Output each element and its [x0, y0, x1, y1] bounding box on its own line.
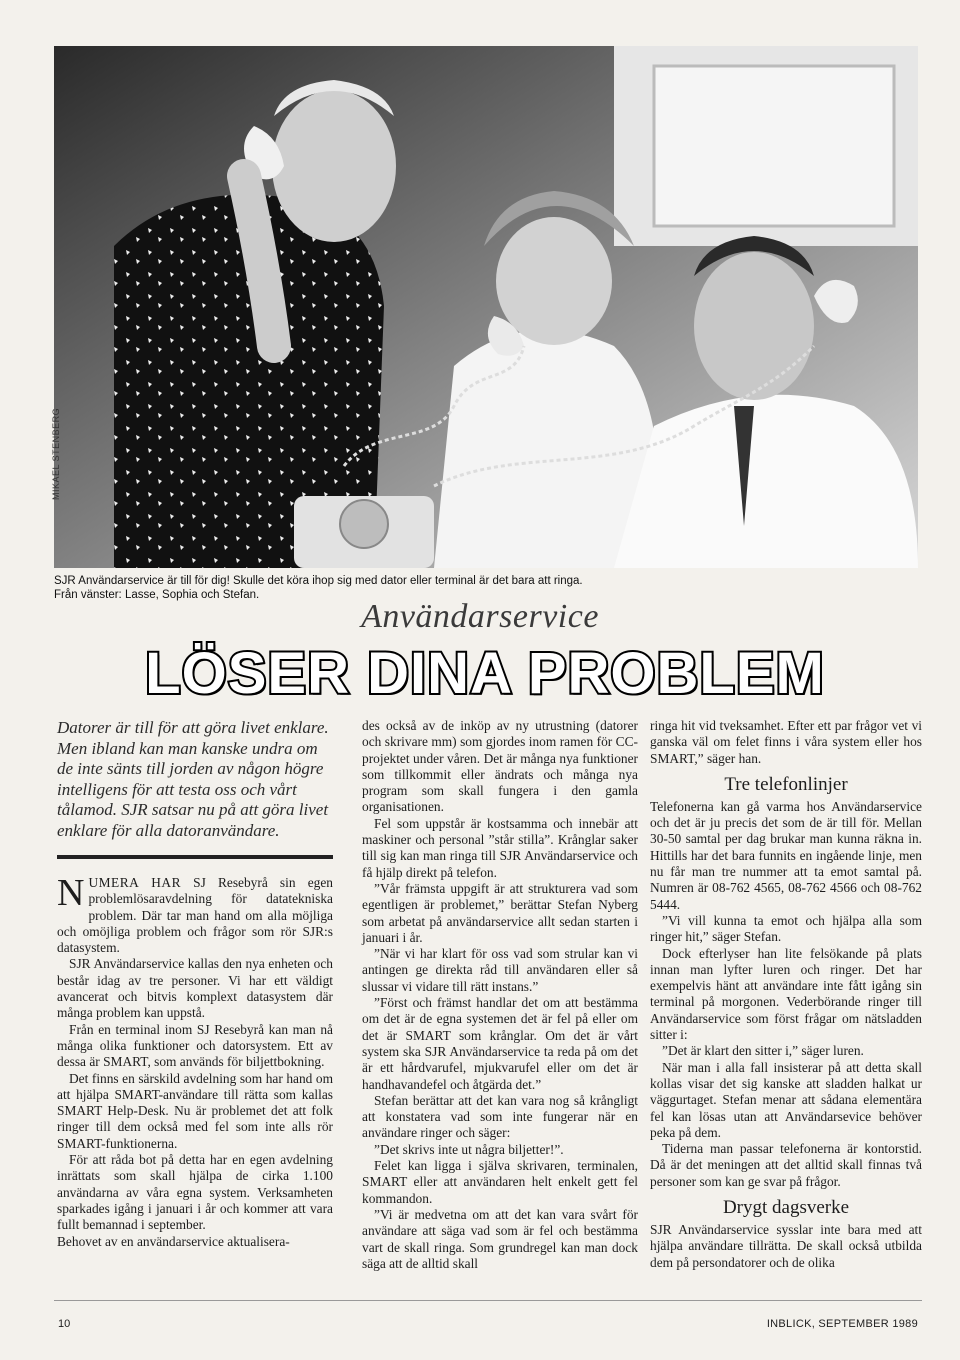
- footer-divider: [54, 1300, 922, 1301]
- col2-paragraph: ”Först och främst handlar det om att bestämma om det är de egna systemen det är fel på eller om det är SMART som krånglar. Om det är vårt system ska SJR Användarservice ta reda på om det är ett hårdvarufel, mjukvarufel eller om det är handhavandefel och åtgärda det.”: [362, 995, 638, 1092]
- col3-paragraph: Dock efterlyser han lite felsökande på plats innan man lyfter luren och ringer. Det har exempelvis hänt att användare inte fått igång sin terminal på morgonen. Vederbörande ringer till Användarservice som först frågar om nätsladden sitter i:: [650, 945, 922, 1043]
- publication-info: INBLICK, SEPTEMBER 1989: [766, 1318, 918, 1330]
- col3-paragraph: SJR Användarservice sysslar inte bara med att hjälpa användare tillrätta. De skall också utbilda dem på persondatorer och de olika: [650, 1222, 922, 1270]
- col1-paragraph: SJR Användarservice kallas den nya enheten och består idag av tre personer. Vi har ett väldigt avancerat och bitvis komplext datasystem där många problem kan uppstå.: [57, 956, 333, 1021]
- lead-divider: [57, 855, 333, 859]
- col2-paragraph: ”När vi har klart för oss vad som strular kan vi antingen ge direkta råd till användaren eller så slussar vi vidare till rätt instans.”: [362, 946, 638, 994]
- subhead-drygt-dagsverke: Drygt dagsverke: [722, 1197, 850, 1219]
- col2-paragraph: Fel som uppstår är kostsamma och innebär att maskiner och personal ”står stilla”. Krånglar saker till sig kan man ringa till SJR Användarservice och få hjälp direkt på telefon.: [362, 815, 638, 880]
- drop-cap: N: [57, 872, 85, 914]
- article-column-2: [362, 718, 638, 1272]
- article-photo: [54, 46, 918, 568]
- col2-paragraph: ”Det skrivs inte ut några biljetter!”.: [374, 1141, 564, 1157]
- col2-paragraph: Felet kan ligga i själva skrivaren, terminalen, SMART eller att användaren helt enkelt gett fel kommandon.: [362, 1158, 638, 1206]
- caption-line-1: SJR Användarservice är till för dig! Skulle det köra ihop sig med dator eller terminal är det bara att ringa.: [54, 575, 583, 587]
- first-paragraph: [57, 872, 333, 956]
- col1-paragraph: För att råda bot på detta har en egen avdelning inrättats som skall hjälpa de cirka 1.100 användarna av våra egna system. Verksamheten sparkades igång i januari i år och kommer att vara fullt bemannad i september.: [57, 1152, 333, 1233]
- article-lead: Datorer är till för att göra livet enklare. Men ibland kan man kanske undra om de inte sänts till jorden av någon högre intelligens för att testa oss och vårt tålamod. SJR satsar nu på att göra livet enklare för alla datoranvändare.: [57, 718, 329, 840]
- col3-paragraph: ”Vi vill kunna ta emot och hjälpa alla som ringer hit,” säger Stefan.: [650, 912, 922, 945]
- photo-illustration: [54, 46, 918, 568]
- col3-paragraph: När man i alla fall insisterar på att detta skall kollas visar det sig kanske att sladden halkat ur väggurtaget. Stefan menar att sådana elementära fel kan lösas utan att Användarsevice behöver peka på dem.: [650, 1059, 922, 1140]
- page-number: 10: [58, 1318, 71, 1330]
- article-headline: LÖSER DINA PROBLEM: [145, 641, 825, 706]
- col3-paragraph: ”Det är klart den sitter i,” säger luren.: [662, 1043, 864, 1059]
- article-column-1: [57, 718, 333, 1250]
- photo-credit: MIKAEL STENBERG: [51, 407, 61, 500]
- col3-paragraph: ringa hit vid tveksamhet. Efter ett par frågor vet vi ganska väl om felet finns i våra system eller hos SMART,” säger han.: [650, 718, 922, 766]
- article-column-3: [650, 718, 922, 1271]
- first-words: UMERA HAR: [88, 875, 181, 890]
- col1-paragraph: Behovet av en användarservice aktualisera-: [57, 1233, 290, 1249]
- subhead-tre-telefonlinjer: Tre telefonlinjer: [724, 773, 848, 795]
- col3-paragraph: Telefonerna kan gå varma hos Användarservice och det är ju precis det som de är till för. Mellan 30-50 samtal per dag brukar man kunna räkna in. Hittills har det bara funnits en ingående linje, men nu får man tre nummer att ta emot samtal på. Numren är 08-762 4565, 08-762 4566 och 08-762 5444.: [650, 798, 922, 912]
- col3-paragraph: Tiderna man passar telefonerna är kontorstid. Då är det meningen att det alltid skall finnas två personer som kan ge svar på frågor.: [650, 1141, 922, 1189]
- col1-paragraph: Från en terminal inom SJ Resebyrå kan man nå många olika funktioner och datorsystem. Ett av dessa är SMART, som används för biljettbokning.: [57, 1021, 333, 1070]
- caption-line-2: Från vänster: Lasse, Sophia och Stefan.: [54, 589, 260, 601]
- col2-paragraph: Stefan berättar att det kan vara nog så krångligt att konstatera vad som inte fungerar när en användare ringer och säger:: [362, 1092, 638, 1141]
- article-kicker: Användarservice: [361, 598, 599, 635]
- col2-paragraph: ”Vår främsta uppgift är att strukturera vad som egentligen är problemet,” berättar Stefan Nyberg som arbetat på användarservice allt sedan starten i januari i år.: [362, 880, 638, 945]
- first-paragraph-text: SJ Resebyrå sin egen problemlösaravdelning för datatekniska problem. Där tar man hand om alla möjliga och omöjliga problem och frågor som rör SJR:s datasystem.: [57, 875, 333, 956]
- col1-paragraph: Det finns en särskild avdelning som har hand om att hjälpa SMART-användare till rätta som kallas SMART Help-Desk. Nu är problemet det att folk ringer till dem också med fel som inte alls rör SMART-funktionerna.: [57, 1070, 333, 1151]
- col2-paragraph: des också av de inköp av ny utrustning (datorer och skrivare mm) som gjordes inom ramen för CC-projektet under våren. Det är många nya funktioner som tillkommit eller ändrats och många nya program som skall fungera i den gamla organisationen.: [362, 718, 638, 815]
- col2-paragraph: ”Vi är medvetna om att det kan vara svårt för användare att säga vad som är fel och bestämma vart de skall ringa. Som grundregel kan man dock säga att de alltid skall: [362, 1206, 638, 1271]
